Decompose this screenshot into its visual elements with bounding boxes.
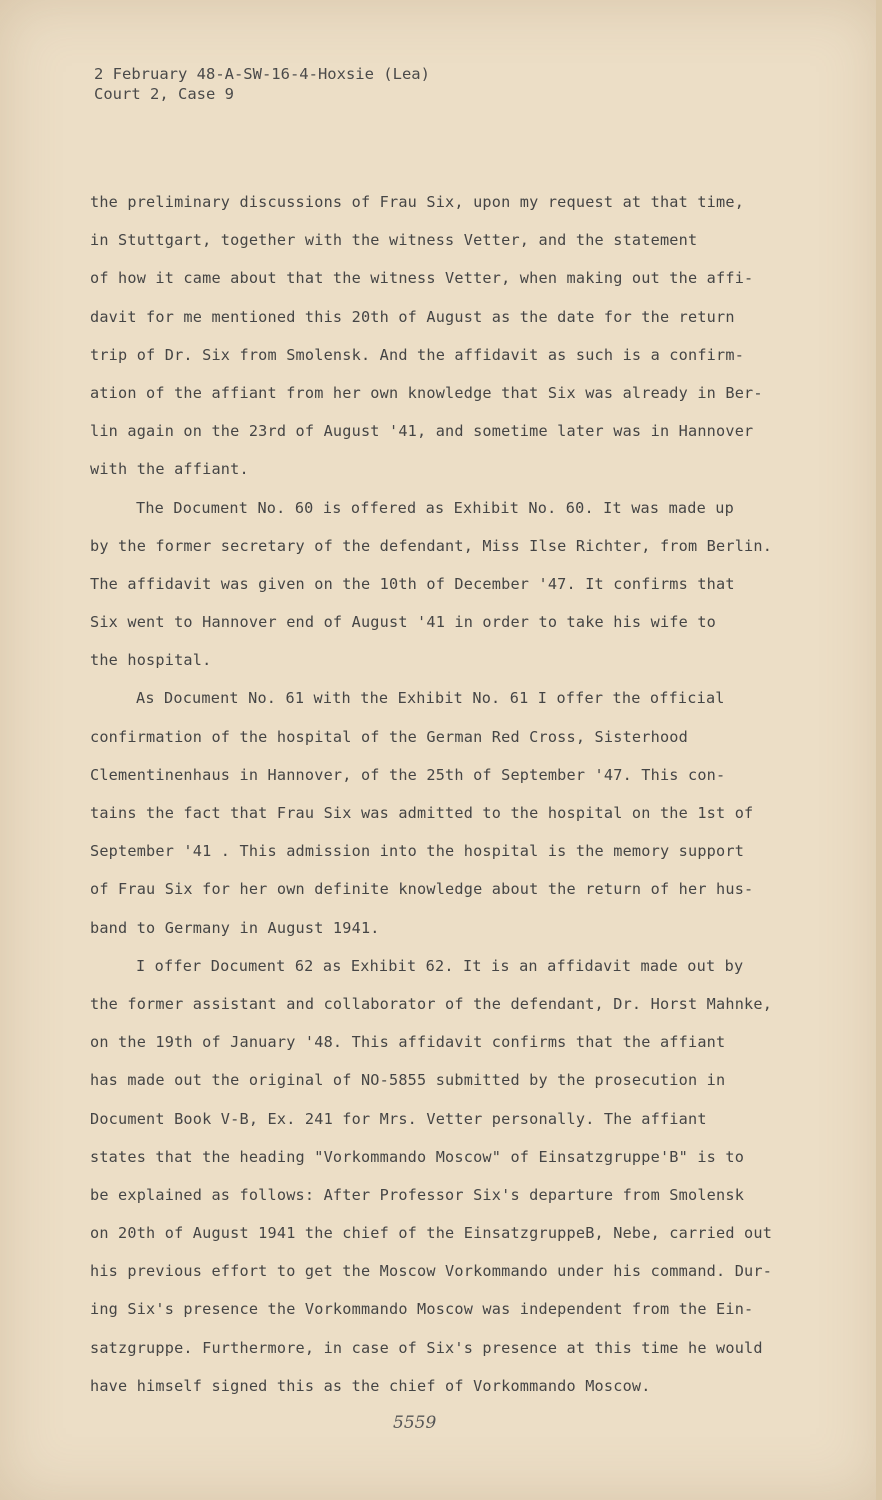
text-line: ation of the affiant from her own knowledge that Six was already in Ber- <box>90 383 763 402</box>
text-line: lin again on the 23rd of August '41, and sometime later was in Hannover <box>90 422 754 441</box>
document-header <box>94 64 430 104</box>
header-line-2: Court 2, Case 9 <box>94 85 234 103</box>
text-line: Document Book V-B, Ex. 241 for Mrs. Vetter personally. The affiant <box>90 1109 707 1128</box>
text-line: has made out the original of NO-5855 submitted by the prosecution in <box>90 1071 726 1090</box>
text-line: satzgruppe. Furthermore, in case of Six's presence at this time he would <box>90 1338 763 1357</box>
text-line: confirmation of the hospital of the German Red Cross, Sisterhood <box>90 727 688 746</box>
text-line: the hospital. <box>90 651 212 670</box>
text-line: September '41 . This admission into the hospital is the memory support <box>90 842 745 861</box>
text-line: The affidavit was given on the 10th of December '47. It confirms that <box>90 574 735 593</box>
text-line: with the affiant. <box>90 460 249 479</box>
text-line: on 20th of August 1941 the chief of the EinsatzgruppeB, Nebe, carried out <box>90 1224 773 1243</box>
page-edge <box>876 0 882 1500</box>
text-line: Clementinenhaus in Hannover, of the 25th of September '47. This con- <box>90 765 726 784</box>
text-line: his previous effort to get the Moscow Vorkommando under his command. Dur- <box>90 1262 773 1281</box>
text-line: the former assistant and collaborator of the defendant, Dr. Horst Mahnke, <box>90 994 773 1013</box>
text-line: The Document No. 60 is offered as Exhibit No. 60. It was made up <box>136 498 734 517</box>
document-body <box>90 183 790 1405</box>
text-line: on the 19th of January '48. This affidavit confirms that the affiant <box>90 1033 726 1052</box>
text-line: I offer Document 62 as Exhibit 62. It is an affidavit made out by <box>136 956 744 975</box>
text-line: by the former secretary of the defendant, Miss Ilse Richter, from Berlin. <box>90 536 773 555</box>
text-line: be explained as follows: After Professor Six's departure from Smolensk <box>90 1185 745 1204</box>
text-line: As Document No. 61 with the Exhibit No. 61 I offer the official <box>136 689 725 708</box>
text-line: trip of Dr. Six from Smolensk. And the affidavit as such is a confirm- <box>90 345 745 364</box>
text-line: in Stuttgart, together with the witness Vetter, and the statement <box>90 231 698 250</box>
text-line: of Frau Six for her own definite knowledge about the return of her hus- <box>90 880 754 899</box>
page-number: 5559 <box>393 1413 437 1433</box>
text-line: the preliminary discussions of Frau Six, upon my request at that time, <box>90 193 745 211</box>
text-line: states that the heading "Vorkommando Moscow" of Einsatzgruppe'B" is to <box>90 1147 745 1166</box>
text-line: tains the fact that Frau Six was admitted to the hospital on the 1st of <box>90 804 754 822</box>
text-line: davit for me mentioned this 20th of August as the date for the return <box>90 307 735 326</box>
text-line: Six went to Hannover end of August '41 in order to take his wife to <box>90 613 717 632</box>
header-line-1: 2 February 48-A-SW-16-4-Hoxsie (Lea) <box>94 65 430 83</box>
text-line: have himself signed this as the chief of Vorkommando Moscow. <box>90 1376 651 1395</box>
text-line: ing Six's presence the Vorkommando Moscow was independent from the Ein- <box>90 1300 754 1319</box>
text-line: of how it came about that the witness Vetter, when making out the affi- <box>90 269 754 288</box>
text-line: band to Germany in August 1941. <box>90 918 380 937</box>
